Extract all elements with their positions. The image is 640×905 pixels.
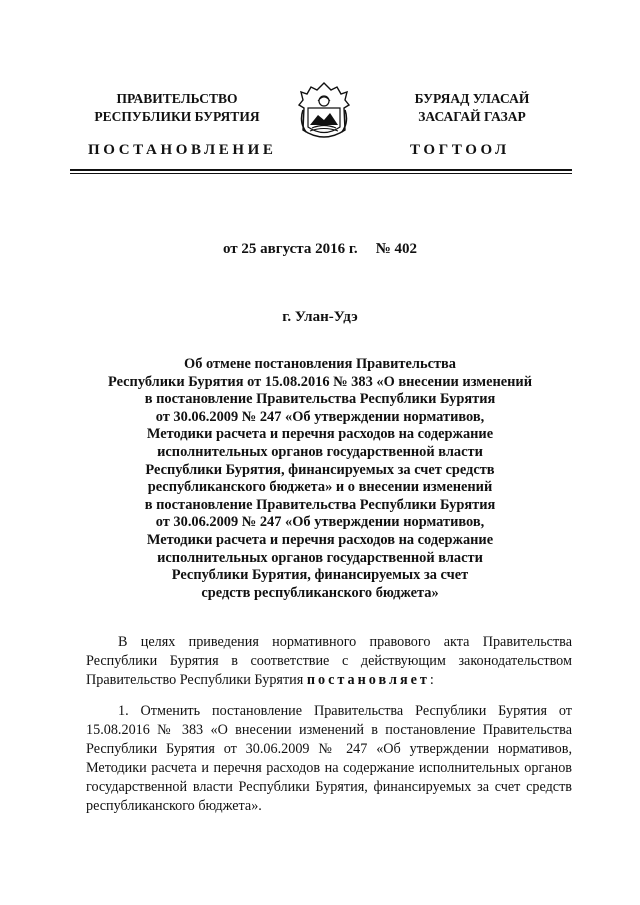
header-divider-thick [70, 169, 572, 171]
coat-of-arms-icon [298, 80, 350, 144]
intro-keyword: постановляет [306, 672, 430, 688]
title-line: Республики Бурятия, финансируемых за счет [171, 567, 469, 584]
intro-paragraph [86, 633, 572, 690]
title-line: республиканского бюджета» и о внесении изменений [147, 479, 493, 496]
header-left-line1: ПРАВИТЕЛЬСТВО [116, 91, 238, 106]
doc-type-russian: ПОСТАНОВЛЕНИЕ [88, 142, 277, 158]
title-line: исполнительных органов государственной власти [157, 443, 483, 460]
document-number: № 402 [375, 241, 418, 257]
header-right-line1: БУРЯАД УЛАСАЙ [414, 91, 530, 106]
title-line: от 30.06.2009 № 247 «Об утверждении нормативов, [155, 408, 485, 425]
header-right-line2: ЗАСАГАЙ ГАЗАР [418, 109, 526, 124]
doc-type-buryat: ТОГТООЛ [410, 142, 510, 158]
intro-text: В целях приведения нормативного правового акта Правительства Республики Бурятия в соответствие с действующим законодательством Правительство Республики Бурятия [86, 634, 572, 688]
title-line: Методики расчета и перечня расходов на содержание [146, 531, 494, 548]
item-1-paragraph: 1. Отменить постановление Правительства Республики Бурятия от 15.08.2016 № 383 «О внесении изменений в постановление Правительства Республики Бурятия от 30.06.2009 № 247 «Об утверждении нормативов, Методики расчета и перечня расходов на содержание исполнительных органов государственной власти Республики Бурятия, финансируемых за счет средств республиканского бюджета». [86, 703, 572, 814]
title-line: от 30.06.2009 № 247 «Об утверждении нормативов, [155, 514, 485, 531]
document-title [82, 356, 558, 602]
intro-end: : [429, 672, 434, 688]
title-line: средств республиканского бюджета» [201, 584, 439, 601]
header-left [72, 90, 282, 126]
city: г. Улан-Удэ [282, 309, 358, 325]
date-line [0, 241, 640, 258]
title-line: в постановление Правительства Республики Бурятия [144, 496, 496, 513]
title-line: Республики Бурятия, финансируемых за счет средств [145, 461, 495, 478]
title-line: Об отмене постановления Правительства [184, 356, 456, 372]
document-date: от 25 августа 2016 г. [222, 241, 358, 257]
header-left-line2: РЕСПУБЛИКИ БУРЯТИЯ [94, 109, 260, 124]
title-line: Методики расчета и перечня расходов на содержание [146, 426, 494, 443]
header-right [372, 90, 572, 126]
header-divider-thin [70, 173, 572, 174]
title-line: исполнительных органов государственной власти [157, 549, 483, 566]
title-line: в постановление Правительства Республики Бурятия [144, 391, 496, 408]
title-line: Республики Бурятия от 15.08.2016 № 383 «О внесении изменений [107, 373, 533, 390]
